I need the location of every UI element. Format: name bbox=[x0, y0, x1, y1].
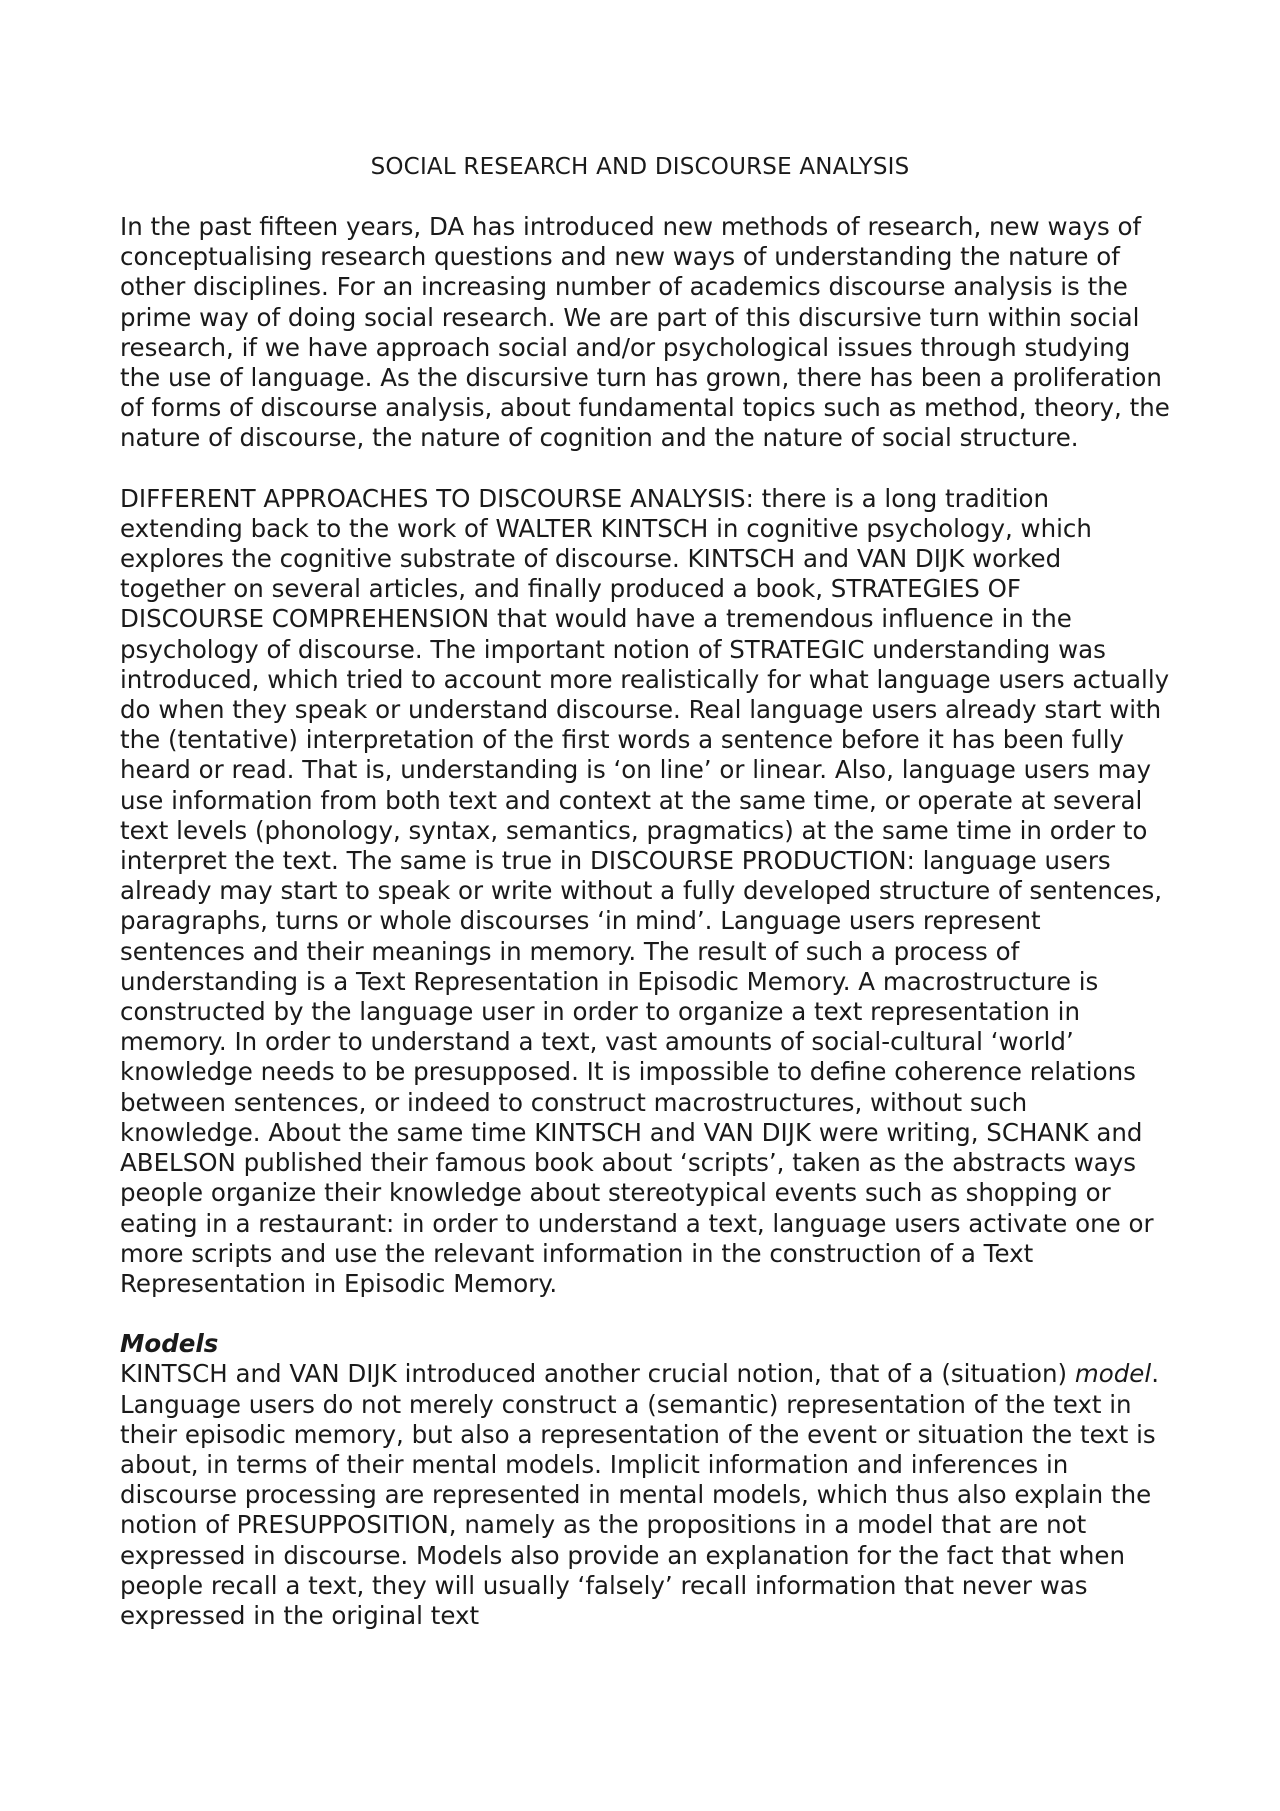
models-heading: Models bbox=[120, 1329, 219, 1359]
models-paragraph bbox=[120, 1359, 1170, 1631]
approaches-paragraph: DIFFERENT APPROACHES TO DISCOURSE ANALYSIS: there is a long tradition extending back to the work of WALTER KINTSCH in cognitive psychology, which explores the cognitive substrate of discourse. KINTSCH and VAN DIJK worked together on several articles, and finally produced a book, STRATEGIES OF DISCOURSE COMPREHENSION that would have a tremendous influence in the psychology of discourse. The important notion of STRATEGIC understanding was introduced, which tried to account more realistically for what language users actually do when they speak or understand discourse. Real language users already start with the (tentative) interpretation of the first words a sentence before it has been fully heard or read. That is, understanding is ‘on line’ or linear. Also, language users may use information from both text and context at the same time, or operate at several text levels (phonology, syntax, semantics, pragmatics) at the same time in order to interpret the text. The same is true in DISCOURSE PRODUCTION: language users already may start to speak or write without a fully developed structure of sentences, paragraphs, turns or whole discourses ‘in mind’. Language users represent sentences and their meanings in memory. The result of such a process of understanding is a Text Representation in Episodic Memory. A macrostructure is constructed by the language user in order to organize a text representation in memory. In order to understand a text, vast amounts of social-cultural ‘world’ knowledge needs to be presupposed. It is impossible to define coherence relations between sentences, or indeed to construct macrostructures, without such knowledge. About the same time KINTSCH and VAN DIJK were writing, SCHANK and ABELSON published their famous book about ‘scripts’, taken as the abstracts ways people organize their knowledge about stereotypical events such as shopping or eating in a restaurant: in order to understand a text, language users activate one or more scripts and use the relevant information in the construction of a Text Representation in Episodic Memory. bbox=[120, 483, 1170, 1298]
models-text-rest: . Language users do not merely construct a (semantic) representation of the text in their episodic memory, but also a representation of the event or situation the text is about, in terms of their mental models. Implicit information and inferences in discourse processing are represented in mental models, which thus also explain the notion of PRESUPPOSITION, namely as the propositions in a model that are not expressed in discourse. Models also provide an explanation for the fact that when people recall a text, they will usually ‘falsely’ recall information that never was expressed in the original text bbox=[120, 1359, 1159, 1630]
document-body bbox=[120, 212, 1170, 1631]
models-text-start: KINTSCH and VAN DIJK introduced another crucial notion, that of a (situation) bbox=[120, 1359, 1075, 1389]
intro-paragraph: In the past fifteen years, DA has introduced new methods of research, new ways of conceptualising research questions and new ways of understanding the nature of other disciplines. For an increasing number of academics discourse analysis is the prime way of doing social research. We are part of this discursive turn within social research, if we have approach social and/or psychological issues through studying the use of language. As the discursive turn has grown, there has been a proliferation of forms of discourse analysis, about fundamental topics such as method, theory, the nature of discourse, the nature of cognition and the nature of social structure. bbox=[120, 212, 1170, 453]
model-term: model bbox=[1074, 1359, 1152, 1389]
document-title: SOCIAL RESEARCH AND DISCOURSE ANALYSIS bbox=[370, 154, 910, 180]
